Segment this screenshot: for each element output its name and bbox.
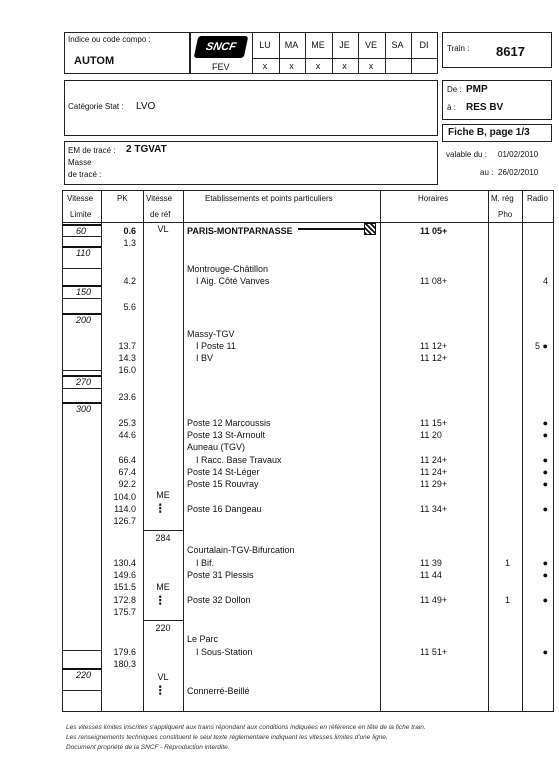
row-time: 11 05+ xyxy=(420,226,448,236)
col-vitesse-ref: Vitesse xyxy=(146,194,173,203)
row-place: Poste 31 Plessis xyxy=(187,570,254,580)
row-radio: ● xyxy=(542,558,548,568)
col-pho: Pho xyxy=(498,210,513,219)
speed-limit-150: 150 xyxy=(76,287,92,297)
row-place: Poste 16 Dangeau xyxy=(187,504,262,514)
sncf-logo xyxy=(194,36,249,58)
row-mreg: 1 xyxy=(505,558,511,568)
valable-to: 26/02/2010 xyxy=(498,168,539,177)
ref-speed-284-2: 284 xyxy=(143,530,183,543)
row-place: I Sous-Station xyxy=(196,647,253,657)
row-pk: 67.4 xyxy=(118,467,136,477)
train-number: 8617 xyxy=(496,44,525,59)
ref-speed-220-4: 220 xyxy=(143,620,183,633)
row-time: 11 12+ xyxy=(420,341,448,351)
row-place: Montrouge-Châtillon xyxy=(187,264,269,274)
row-pk: 104.0 xyxy=(113,492,136,502)
masse-label-2: de tracé : xyxy=(68,170,102,179)
row-time: 11 15+ xyxy=(420,418,448,428)
row-time: 11 24+ xyxy=(420,455,448,465)
day-ve: VE xyxy=(364,40,377,50)
row-radio: 4 xyxy=(542,276,548,286)
row-time: 11 39 xyxy=(420,558,442,568)
row-pk: 23.6 xyxy=(118,392,136,402)
row-radio: ● xyxy=(542,647,548,657)
row-pk: 0.6 xyxy=(123,226,136,236)
row-time: 11 49+ xyxy=(420,595,448,605)
row-time: 11 51+ xyxy=(420,647,448,657)
em-value: 2 TGVAT xyxy=(126,144,167,155)
day-ma: MA xyxy=(284,40,299,50)
row-radio: ● xyxy=(542,479,548,489)
categorie-label: Catégorie Stat : xyxy=(68,102,124,111)
day-di: DI xyxy=(419,40,429,50)
row-pk: 25.3 xyxy=(118,418,136,428)
row-place: Connerré-Beillé xyxy=(187,686,250,696)
row-pk: 66.4 xyxy=(118,455,136,465)
row-pk: 151.5 xyxy=(113,582,136,592)
row-pk: 179.6 xyxy=(113,647,136,657)
col-pk: PK xyxy=(117,194,128,203)
speed-limit-300: 300 xyxy=(76,404,92,414)
em-box xyxy=(64,141,438,185)
row-place: I BV xyxy=(196,353,214,363)
masse-label-1: Masse xyxy=(68,158,92,167)
a-value: RES BV xyxy=(466,102,504,113)
row-place: I Bif. xyxy=(196,558,215,568)
day-mark-je: x xyxy=(342,61,347,71)
em-label: EM de tracé : xyxy=(68,146,116,155)
col-etablissements: Etablissements et points particuliers xyxy=(205,194,333,203)
ref-speed-continue-icon: ⁝ xyxy=(158,592,163,608)
categorie-value: LVO xyxy=(136,101,156,112)
col-vitesse: Vitesse xyxy=(67,194,94,203)
ref-speed-continue-icon: ⁝ xyxy=(158,682,163,698)
row-pk: 149.6 xyxy=(113,570,136,580)
ref-speed-me-1: ME xyxy=(156,490,170,500)
row-radio: ● xyxy=(542,467,548,477)
col-radio: Radio xyxy=(527,194,548,203)
de-value: PMP xyxy=(466,84,488,95)
row-place: Auneau (TGV) xyxy=(187,442,246,452)
row-place: Poste 12 Marcoussis xyxy=(187,418,271,428)
row-pk: 13.7 xyxy=(118,341,136,351)
row-pk: 4.2 xyxy=(123,276,136,286)
origin-marker-line xyxy=(298,228,364,230)
row-pk: 172.8 xyxy=(113,595,136,605)
col-horaires: Horaires xyxy=(418,194,449,203)
col-de-ref: de réf xyxy=(150,210,171,219)
row-time: 11 12+ xyxy=(420,353,448,363)
row-place: I Aig. Côté Vanves xyxy=(196,276,270,286)
fiche-label: Fiche B, page 1/3 xyxy=(448,127,530,138)
row-radio: ● xyxy=(542,418,548,428)
speed-limit-270: 270 xyxy=(76,377,92,387)
row-pk: 175.7 xyxy=(113,607,136,617)
a-label: à : xyxy=(447,103,456,112)
row-place: Le Parc xyxy=(187,634,219,644)
row-radio: ● xyxy=(542,595,548,605)
row-pk: 180.3 xyxy=(113,659,136,669)
speed-limit-110: 110 xyxy=(76,248,91,258)
fev-label: FEV xyxy=(212,62,230,72)
speed-limit-220: 220 xyxy=(76,670,92,680)
row-place: Courtalain-TGV-Bifurcation xyxy=(187,545,295,555)
day-mark-ma: x xyxy=(289,61,294,71)
row-pk: 44.6 xyxy=(118,430,136,440)
row-time: 11 29+ xyxy=(420,479,448,489)
row-place: Poste 13 St-Arnoult xyxy=(187,430,266,440)
ref-speed-continue-icon: ⁝ xyxy=(158,500,163,516)
row-place: I Racc. Base Travaux xyxy=(196,455,282,465)
day-sa: SA xyxy=(391,40,404,50)
footer-line-2: Les renseignements techniques constituent le seul texte réglementaire indiquant les vitesses limites d'une ligne. xyxy=(66,734,388,741)
row-mreg: 1 xyxy=(505,595,511,605)
valable-au-label: au : xyxy=(480,168,494,177)
timetable xyxy=(62,190,554,712)
indice-label: Indice ou code compo : xyxy=(68,35,151,44)
valable-label: valable du : xyxy=(446,150,487,159)
train-label: Train : xyxy=(447,44,470,53)
origin-marker-icon xyxy=(364,223,376,235)
ref-speed-me-3: ME xyxy=(156,582,170,592)
footer-line-1: Les vitesses limites inscrites s'appliquent aux trains répondant aux conditions indiquées en référence en tête de la fiche train. xyxy=(66,724,426,731)
row-time: 11 20 xyxy=(420,430,442,440)
valable-from: 01/02/2010 xyxy=(498,150,539,159)
day-mark-ve: x xyxy=(368,61,374,71)
de-label: De : xyxy=(447,85,462,94)
row-time: 11 24+ xyxy=(420,467,448,477)
day-mark-lu: x xyxy=(262,61,268,71)
row-pk: 1.3 xyxy=(123,238,136,248)
row-place: Poste 14 St-Léger xyxy=(187,467,260,477)
row-place: Massy-TGV xyxy=(187,329,235,339)
row-pk: 5.6 xyxy=(123,302,136,312)
day-me: ME xyxy=(311,40,325,50)
row-radio: ● xyxy=(542,504,548,514)
row-pk: 126.7 xyxy=(113,516,136,526)
row-pk: 130.4 xyxy=(113,558,136,568)
ref-speed-vl-0: VL xyxy=(157,224,169,234)
sncf-logo-text: SNCF xyxy=(204,41,238,53)
row-pk: 14.3 xyxy=(118,353,136,363)
row-time: 11 44 xyxy=(420,570,442,580)
row-time: 11 08+ xyxy=(420,276,448,286)
row-radio: 5 ● xyxy=(535,341,548,351)
row-place: Poste 32 Dollon xyxy=(187,595,251,605)
day-je: JE xyxy=(339,40,350,50)
col-mreg: M. rég xyxy=(491,194,514,203)
ref-speed-vl-5: VL xyxy=(157,672,169,682)
row-time: 11 34+ xyxy=(420,504,448,514)
indice-value: AUTOM xyxy=(74,55,115,67)
row-pk: 92.2 xyxy=(118,479,136,489)
row-pk: 16.0 xyxy=(118,365,136,375)
day-lu: LU xyxy=(259,40,271,50)
row-place: I Poste 11 xyxy=(196,341,236,351)
row-place: Poste 15 Rouvray xyxy=(187,479,259,489)
footer-line-3: Document propriété de la SNCF - Reproduction interdite. xyxy=(66,744,230,751)
col-limite: Limite xyxy=(70,210,92,219)
row-radio: ● xyxy=(542,430,548,440)
row-radio: ● xyxy=(542,570,548,580)
row-place: PARIS-MONTPARNASSE xyxy=(187,226,293,236)
row-pk: 114.0 xyxy=(114,504,136,514)
speed-limit-60: 60 xyxy=(76,226,87,236)
speed-limit-200: 200 xyxy=(76,315,92,325)
day-mark-me: x xyxy=(315,61,321,71)
row-radio: ● xyxy=(542,455,548,465)
